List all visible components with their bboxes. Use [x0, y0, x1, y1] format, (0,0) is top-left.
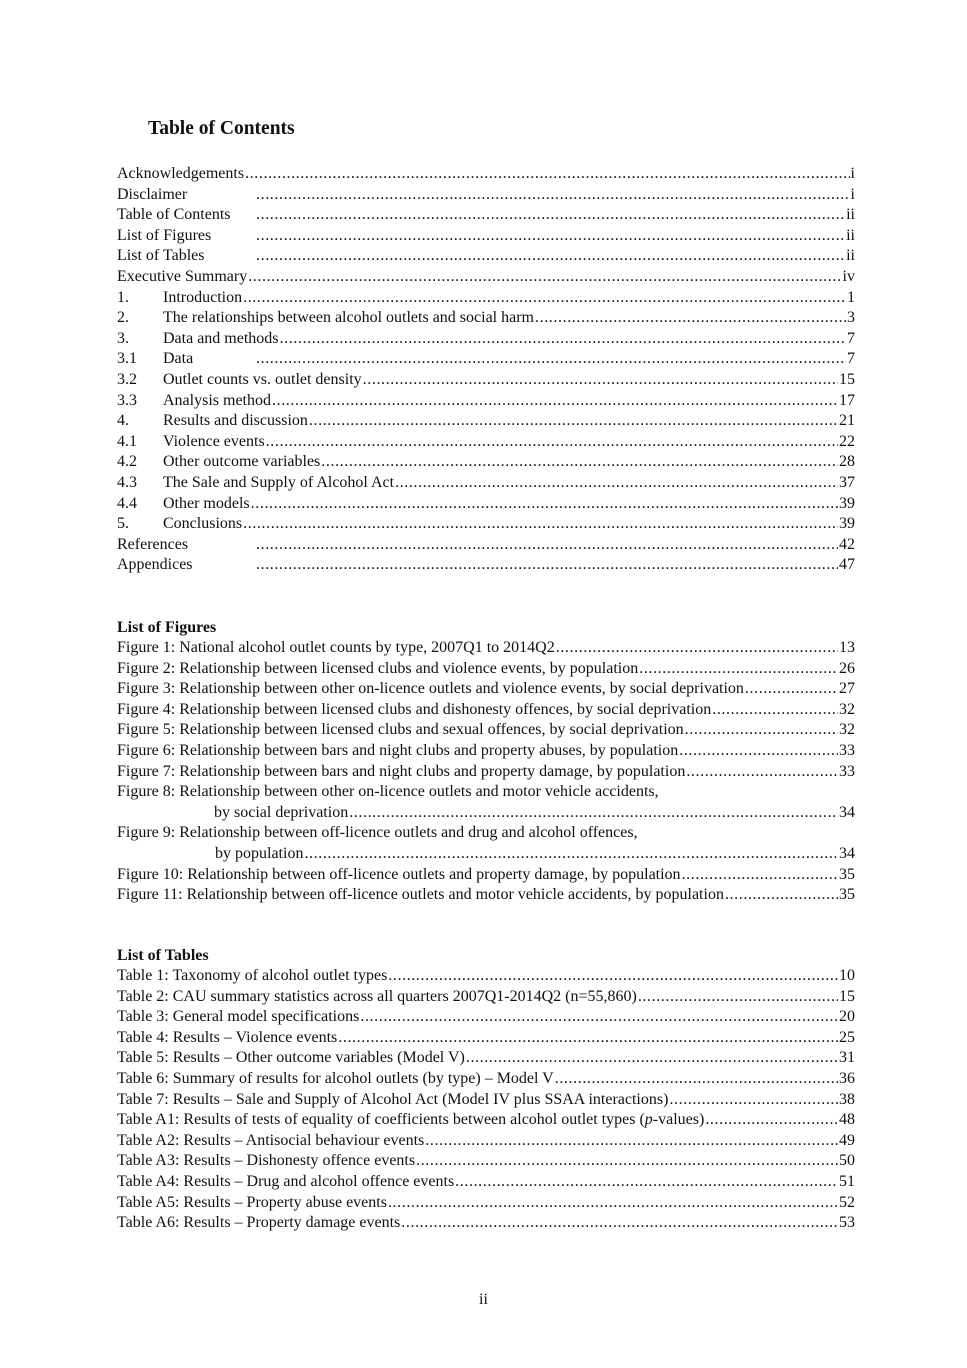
table-entry-page: 15 [839, 987, 855, 1005]
toc-entry[interactable] [117, 452, 855, 473]
dot-leader [466, 1048, 838, 1069]
dot-leader [638, 987, 838, 1008]
toc-entry-page: 21 [839, 412, 855, 430]
toc-entry-number: 4. [117, 412, 129, 430]
table-entry[interactable] [117, 966, 855, 987]
figure-entry-label: Figure 6: Relationship between bars and night clubs and property abuses, by population [117, 741, 679, 759]
toc-entry[interactable] [117, 308, 855, 329]
table-entry[interactable] [117, 1048, 855, 1069]
toc-entry-label: The Sale and Supply of Alcohol Act [163, 473, 395, 491]
dot-leader [256, 246, 845, 267]
figure-entry-page: 26 [839, 659, 855, 677]
toc-entry-page: 37 [839, 473, 855, 491]
toc-entry[interactable] [117, 349, 855, 370]
table-entry[interactable] [117, 1110, 855, 1131]
table-entry[interactable] [117, 1172, 855, 1193]
figure-entry-label-continued: by population [215, 844, 304, 862]
toc-entry-page: 47 [839, 556, 855, 574]
toc-entry-page: 42 [839, 535, 855, 553]
table-entry-label-end: -values) [652, 1111, 705, 1129]
toc-entry-page: iv [842, 267, 855, 285]
toc-entry-label: List of Figures [117, 226, 212, 244]
dot-leader [256, 349, 846, 370]
table-entry-label: Table 1: Taxonomy of alcohol outlet types [117, 967, 388, 984]
table-entry-label: Table A4: Results – Drug and alcohol offence events [117, 1172, 455, 1190]
figure-entry-label: Figure 1: National alcohol outlet counts by type, 2007Q1 to 2014Q2 [117, 639, 555, 656]
dot-leader [256, 205, 845, 226]
figure-entry-page: 35 [839, 865, 855, 883]
figure-entry[interactable] [117, 885, 855, 906]
toc-entry-number: 4.4 [117, 494, 137, 512]
figure-entry-label: Figure 5: Relationship between licensed clubs and sexual offences, by social deprivation [117, 721, 684, 739]
dot-leader [416, 1151, 838, 1172]
toc-entry-label: Data [163, 350, 194, 368]
toc-entry[interactable] [117, 370, 855, 391]
dot-leader [682, 865, 838, 886]
dot-leader [321, 452, 838, 473]
figure-entry-label: Figure 9: Relationship between off-licence outlets and drug and alcohol offences, [117, 824, 638, 842]
dot-leader [304, 844, 838, 865]
figure-entry-label: Figure 3: Relationship between other on-licence outlets and violence events, by social deprivation [117, 680, 744, 698]
figure-entry[interactable] [117, 762, 855, 783]
tables-list [117, 966, 855, 1234]
dot-leader [338, 1028, 838, 1049]
toc-entry-number: 4.1 [117, 432, 137, 450]
toc-entry-page: ii [846, 226, 855, 244]
toc-entry[interactable] [117, 267, 855, 288]
toc-entry[interactable] [117, 494, 855, 515]
tables-heading: List of Tables [117, 947, 209, 964]
table-entry-page: 25 [839, 1028, 855, 1046]
toc-entry[interactable] [117, 329, 855, 350]
dot-leader [685, 720, 838, 741]
toc-entry-page: 7 [847, 329, 855, 347]
figure-entry-label: Figure 8: Relationship between other on-licence outlets and motor vehicle accidents, [117, 783, 659, 801]
dot-leader [256, 535, 838, 556]
table-entry[interactable] [117, 1193, 855, 1214]
dot-leader [280, 329, 846, 350]
toc-entry-page: ii [846, 247, 855, 265]
figure-entry[interactable] [117, 679, 855, 700]
table-entry[interactable] [117, 1028, 855, 1049]
toc-entry[interactable] [117, 535, 855, 556]
table-entry-page: 36 [839, 1069, 855, 1087]
table-entry[interactable] [117, 1213, 855, 1234]
toc-entry-label: References [117, 535, 189, 553]
toc-entry[interactable] [117, 514, 855, 535]
toc-entry-number: 4.3 [117, 473, 137, 491]
table-entry-page: 52 [839, 1193, 855, 1211]
toc-entry-label: Introduction [163, 288, 243, 306]
figures-list [117, 638, 855, 906]
dot-leader [251, 494, 838, 515]
dot-leader [266, 432, 838, 453]
figure-entry-page: 13 [839, 639, 855, 656]
figure-entry[interactable] [117, 700, 855, 721]
toc-entry[interactable] [117, 432, 855, 453]
table-entry-label: Table 4: Results – Violence events [117, 1028, 338, 1046]
table-entry-label: Table 6: Summary of results for alcohol outlets (by type) – Model V [117, 1069, 554, 1087]
figure-entry-first-line[interactable] [117, 782, 855, 803]
dot-leader [243, 288, 846, 309]
toc-entry-page: 1 [847, 288, 855, 306]
table-entry-page: 10 [839, 967, 855, 984]
dot-leader [256, 555, 838, 576]
figure-entry-page: 33 [839, 762, 855, 780]
table-entry-label: Table A3: Results – Dishonesty offence events [117, 1152, 416, 1170]
toc-entry[interactable] [117, 205, 855, 226]
toc-entry-page: 22 [839, 432, 855, 450]
figure-entry[interactable] [117, 865, 855, 886]
toc-entry-number: 3. [117, 329, 129, 347]
toc-entry-label: Violence events [163, 432, 265, 450]
dot-leader [556, 638, 838, 659]
figure-entry-label: Figure 2: Relationship between licensed clubs and violence events, by population [117, 659, 639, 677]
toc-entry[interactable] [117, 473, 855, 494]
table-entry-page: 51 [839, 1172, 855, 1190]
dot-leader [256, 226, 845, 247]
dot-leader [388, 1193, 838, 1214]
toc-entry-page: 39 [839, 494, 855, 512]
table-entry[interactable] [117, 1131, 855, 1152]
dot-leader [245, 164, 849, 185]
toc-entry[interactable] [117, 226, 855, 247]
dot-leader [388, 966, 838, 987]
dot-leader [455, 1172, 838, 1193]
figure-entry-page: 34 [839, 803, 855, 821]
toc-entry-page: i [850, 185, 855, 203]
figure-entry[interactable] [117, 659, 855, 680]
table-entry-label-start: Table A1: Results of tests of equality of coefficients between alcohol outlet types ( [117, 1111, 645, 1129]
toc-entry-page: 28 [839, 453, 855, 471]
toc-entry-label: Appendices [117, 556, 193, 574]
toc-entry-label: Conclusions [163, 515, 243, 533]
dot-leader [401, 1213, 838, 1234]
figure-entry-page: 27 [839, 680, 855, 698]
toc-entry-number: 2. [117, 309, 129, 327]
toc-entry-label: Results and discussion [163, 412, 308, 430]
toc-entry-label: Table of Contents [117, 206, 231, 224]
toc-entry-label: Other outcome variables [163, 453, 321, 471]
table-entry[interactable] [117, 987, 855, 1008]
table-entry-page: 50 [839, 1152, 855, 1170]
figure-entry-continuation[interactable] [117, 803, 855, 824]
toc-entry-number: 3.2 [117, 370, 137, 388]
dot-leader [248, 267, 841, 288]
toc-entry-page: 15 [839, 370, 855, 388]
figure-entry-page: 35 [839, 886, 855, 904]
figure-entry-first-line[interactable] [117, 823, 855, 844]
toc-entry-page: 39 [839, 515, 855, 533]
toc-entry-label: Outlet counts vs. outlet density [163, 370, 362, 388]
toc-entry-label: Disclaimer [117, 185, 188, 203]
toc-entry-label: Executive Summary [117, 267, 248, 285]
toc-entry-label: Data and methods [163, 329, 279, 347]
table-entry-page: 31 [839, 1049, 855, 1067]
figure-entry[interactable] [117, 720, 855, 741]
toc-entry[interactable] [117, 185, 855, 206]
dot-leader [669, 1090, 838, 1111]
toc-entry-page: 3 [847, 309, 855, 327]
table-entry-label: Table 7: Results – Sale and Supply of Alcohol Act (Model IV plus SSAA interactions) [117, 1090, 669, 1108]
figure-entry-page: 32 [839, 700, 855, 718]
toc-entry[interactable] [117, 411, 855, 432]
table-entry-label: Table 5: Results – Other outcome variables (Model V) [117, 1049, 465, 1067]
figures-heading: List of Figures [117, 619, 217, 636]
table-entry-page: 38 [839, 1090, 855, 1108]
dot-leader [243, 514, 838, 535]
dot-leader [679, 741, 838, 762]
table-entry-page: 49 [839, 1131, 855, 1149]
figure-entry-label: Figure 11: Relationship between off-licence outlets and motor vehicle accidents, by population [117, 886, 724, 904]
table-entry-label [117, 1110, 704, 1131]
table-entry-label: Table A2: Results – Antisocial behaviour events [117, 1131, 425, 1149]
dot-leader [705, 1110, 838, 1131]
dot-leader [360, 1007, 838, 1028]
table-entry-label: Table 3: General model specifications [117, 1008, 360, 1026]
dot-leader [272, 391, 838, 412]
table-entry-label: Table A6: Results – Property damage events [117, 1214, 401, 1232]
table-entry[interactable] [117, 1090, 855, 1111]
dot-leader [639, 659, 838, 680]
toc-entry-number: 4.2 [117, 453, 137, 471]
figure-entry-page: 32 [839, 721, 855, 739]
table-entry[interactable] [117, 1151, 855, 1172]
table-entry-page: 53 [839, 1214, 855, 1232]
toc-entry-number: 1. [117, 288, 129, 306]
toc-entry-label: Other models [163, 494, 250, 512]
figure-entry-label: Figure 4: Relationship between licensed clubs and dishonesty offences, by social deprivation [117, 700, 712, 718]
dot-leader [535, 308, 846, 329]
toc-entry-label: Analysis method [163, 391, 271, 409]
table-entry-label: Table A5: Results – Property abuse events [117, 1193, 387, 1211]
toc-entry-label: Acknowledgements [117, 165, 245, 182]
figure-entry-label: Figure 7: Relationship between bars and night clubs and property damage, by population [117, 762, 686, 780]
dot-leader [425, 1131, 838, 1152]
figure-entry-label: Figure 10: Relationship between off-licence outlets and property damage, by population [117, 865, 681, 883]
toc-list [117, 164, 855, 576]
figure-entry-page: 33 [839, 741, 855, 759]
table-entry[interactable] [117, 1007, 855, 1028]
page-number: ii [479, 1291, 488, 1308]
dot-leader [309, 411, 838, 432]
table-entry-label-italic: p [644, 1111, 653, 1129]
figure-entry-label-continued: by social deprivation [214, 803, 349, 821]
toc-entry-label: The relationships between alcohol outlets and social harm [163, 309, 534, 327]
toc-entry[interactable] [117, 246, 855, 267]
toc-entry-page: i [850, 165, 855, 182]
figure-entry[interactable] [117, 638, 855, 659]
toc-entry-page: ii [846, 206, 855, 224]
dot-leader [686, 762, 838, 783]
toc-entry-number: 5. [117, 515, 129, 533]
toc-entry-page: 17 [839, 391, 855, 409]
figure-entry-continuation[interactable] [117, 844, 855, 865]
dot-leader [395, 473, 838, 494]
toc-entry-number: 3.3 [117, 391, 137, 409]
toc-entry[interactable] [117, 391, 855, 412]
figure-entry-page: 34 [839, 844, 855, 862]
toc-entry[interactable] [117, 164, 855, 185]
dot-leader [725, 885, 838, 906]
toc-entry[interactable] [117, 555, 855, 576]
dot-leader [745, 679, 838, 700]
dot-leader [349, 803, 838, 824]
table-entry[interactable] [117, 1069, 855, 1090]
table-entry-page: 20 [839, 1008, 855, 1026]
figure-entry[interactable] [117, 741, 855, 762]
toc-entry-page: 7 [847, 350, 855, 368]
dot-leader [363, 370, 838, 391]
table-entry-page: 48 [839, 1111, 855, 1129]
toc-title: Table of Contents [148, 118, 295, 139]
toc-entry-number: 3.1 [117, 350, 137, 368]
toc-entry-label: List of Tables [117, 247, 205, 265]
table-entry-label: Table 2: CAU summary statistics across all quarters 2007Q1-2014Q2 (n=55,860) [117, 987, 637, 1005]
dot-leader [555, 1069, 838, 1090]
dot-leader [712, 700, 838, 721]
toc-entry[interactable] [117, 288, 855, 309]
dot-leader [256, 185, 850, 206]
